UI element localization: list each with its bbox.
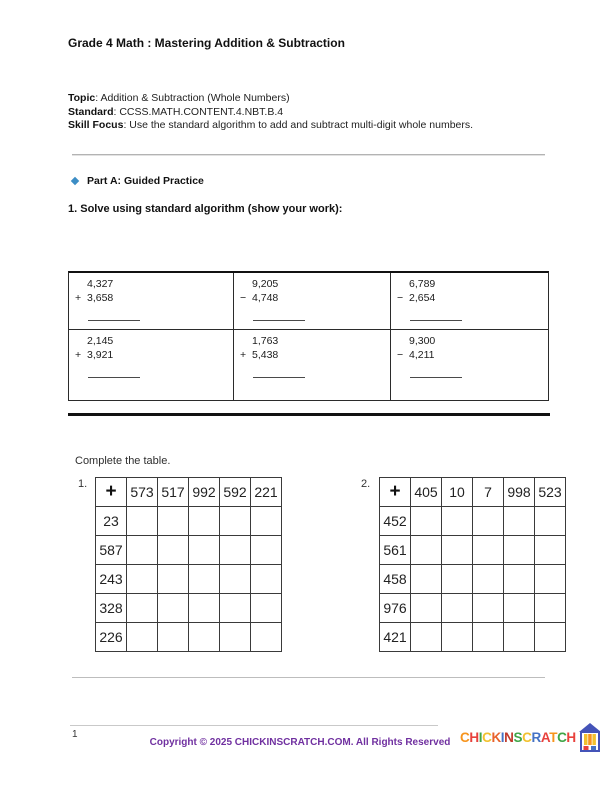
logo-letter: H [566, 729, 576, 745]
empty-answer-cell [220, 536, 251, 565]
empty-answer-cell [189, 594, 220, 623]
problem-top-number: 9,300 [409, 335, 436, 347]
empty-answer-cell [504, 536, 535, 565]
empty-answer-cell [411, 507, 442, 536]
empty-answer-cell [411, 594, 442, 623]
empty-answer-cell [127, 536, 158, 565]
empty-answer-cell [158, 565, 189, 594]
empty-answer-cell [189, 507, 220, 536]
addition-table [95, 477, 282, 652]
problem-bottom-number: − 2,654 [397, 291, 436, 304]
row-header-cell: 243 [96, 565, 127, 594]
answer-blank [410, 320, 462, 321]
problem-bottom-number: + 3,658 [75, 291, 114, 304]
empty-answer-cell [127, 594, 158, 623]
problem-instruction: 1. Solve using standard algorithm (show your work): [68, 203, 343, 215]
empty-answer-cell [127, 623, 158, 652]
empty-answer-cell [442, 623, 473, 652]
meta-line: Topic: Addition & Subtraction (Whole Numbers) [68, 92, 290, 104]
empty-answer-cell [411, 536, 442, 565]
page-title: Grade 4 Math : Mastering Addition & Subtraction [68, 36, 345, 50]
empty-answer-cell [127, 507, 158, 536]
empty-answer-cell [535, 536, 566, 565]
empty-answer-cell [442, 507, 473, 536]
table-1-label: 1. [78, 478, 88, 490]
answer-blank [253, 377, 305, 378]
logo-letter: C [522, 729, 532, 745]
empty-answer-cell [220, 594, 251, 623]
bottom-section-divider [72, 677, 545, 678]
logo-letter: I [500, 729, 505, 745]
logo-letter: K [491, 729, 501, 745]
row-header-cell: 976 [380, 594, 411, 623]
column-header-cell: 573 [127, 478, 158, 507]
problem-top-number: 6,789 [409, 278, 436, 290]
house-icon [578, 722, 600, 752]
header-divider [72, 154, 545, 156]
column-header-cell: 10 [442, 478, 473, 507]
logo-letter: T [549, 729, 558, 745]
empty-answer-cell [220, 507, 251, 536]
empty-answer-cell [504, 623, 535, 652]
bullet-diamond-icon [71, 177, 79, 185]
empty-answer-cell [220, 623, 251, 652]
empty-answer-cell [504, 565, 535, 594]
empty-answer-cell [473, 536, 504, 565]
empty-answer-cell [442, 565, 473, 594]
empty-answer-cell [251, 565, 282, 594]
column-header-cell: 517 [158, 478, 189, 507]
section-a-heading-label: Part A: Guided Practice [87, 175, 204, 187]
row-header-cell: 587 [96, 536, 127, 565]
logo-letter: N [504, 729, 514, 745]
table-2-label: 2. [361, 478, 371, 490]
section-a-heading [72, 175, 204, 187]
table-instruction: Complete the table. [75, 455, 171, 467]
empty-answer-cell [189, 565, 220, 594]
column-header-cell: 992 [189, 478, 220, 507]
answer-blank [88, 377, 140, 378]
addition-table [379, 477, 566, 652]
brand-logo [460, 722, 600, 752]
logo-letter: I [478, 729, 483, 745]
problem-bottom-number: + 3,921 [75, 348, 114, 361]
plus-operator-cell: + [380, 478, 411, 507]
row-header-cell: 226 [96, 623, 127, 652]
empty-answer-cell [535, 594, 566, 623]
logo-letter: H [469, 729, 479, 745]
problem-bottom-number: − 4,748 [240, 291, 279, 304]
empty-answer-cell [220, 565, 251, 594]
empty-answer-cell [504, 594, 535, 623]
problem-cell [69, 330, 234, 400]
empty-answer-cell [504, 507, 535, 536]
logo-letter: R [531, 729, 541, 745]
problem-top-number: 9,205 [252, 278, 279, 290]
row-header-cell: 452 [380, 507, 411, 536]
problem-top-number: 1,763 [252, 335, 279, 347]
logo-wordmark [460, 730, 576, 745]
row-header-cell: 23 [96, 507, 127, 536]
problem-top-number: 2,145 [87, 335, 114, 347]
plus-operator-cell: + [96, 478, 127, 507]
empty-answer-cell [442, 594, 473, 623]
empty-answer-cell [535, 507, 566, 536]
empty-answer-cell [473, 623, 504, 652]
empty-answer-cell [442, 536, 473, 565]
empty-answer-cell [251, 536, 282, 565]
problem-bottom-number: − 4,211 [397, 348, 435, 361]
page-number: 1 [72, 729, 78, 740]
empty-answer-cell [473, 507, 504, 536]
empty-answer-cell [189, 623, 220, 652]
empty-answer-cell [158, 623, 189, 652]
empty-answer-cell [158, 507, 189, 536]
empty-answer-cell [158, 536, 189, 565]
column-header-cell: 998 [504, 478, 535, 507]
logo-letter: C [460, 729, 470, 745]
column-header-cell: 405 [411, 478, 442, 507]
empty-answer-cell [411, 623, 442, 652]
empty-answer-cell [127, 565, 158, 594]
meta-block [68, 92, 473, 133]
logo-letter: C [557, 729, 567, 745]
empty-answer-cell [251, 594, 282, 623]
empty-answer-cell [251, 623, 282, 652]
row-header-cell: 421 [380, 623, 411, 652]
problem-cell [234, 273, 391, 330]
column-header-cell: 523 [535, 478, 566, 507]
footer-divider [70, 725, 438, 726]
empty-answer-cell [189, 536, 220, 565]
problems-grid [68, 271, 549, 401]
column-header-cell: 221 [251, 478, 282, 507]
empty-answer-cell [473, 565, 504, 594]
meta-line: Standard: CCSS.MATH.CONTENT.4.NBT.B.4 [68, 105, 284, 118]
empty-answer-cell [535, 623, 566, 652]
problem-top-number: 4,327 [87, 278, 114, 290]
answer-blank [88, 320, 140, 321]
problem-cell [391, 330, 548, 400]
meta-line: Skill Focus: Use the standard algorithm to add and subtract multi-digit whole numbers. [68, 119, 474, 131]
problem-bottom-number: + 5,438 [240, 348, 279, 361]
problem-cell [234, 330, 391, 400]
empty-answer-cell [535, 565, 566, 594]
answer-blank [253, 320, 305, 321]
row-header-cell: 458 [380, 565, 411, 594]
empty-answer-cell [158, 594, 189, 623]
empty-answer-cell [473, 594, 504, 623]
logo-letter: A [540, 729, 550, 745]
logo-letter: C [482, 729, 492, 745]
empty-answer-cell [251, 507, 282, 536]
row-header-cell: 561 [380, 536, 411, 565]
answer-blank [410, 377, 462, 378]
section-divider-thick [68, 413, 550, 416]
copyright-text: Copyright © 2025 CHICKINSCRATCH.COM. All Rights Reserved [149, 737, 451, 748]
logo-letter: S [513, 729, 523, 745]
problem-cell [69, 273, 234, 330]
column-header-cell: 592 [220, 478, 251, 507]
empty-answer-cell [411, 565, 442, 594]
column-header-cell: 7 [473, 478, 504, 507]
problem-cell [391, 273, 548, 330]
row-header-cell: 328 [96, 594, 127, 623]
